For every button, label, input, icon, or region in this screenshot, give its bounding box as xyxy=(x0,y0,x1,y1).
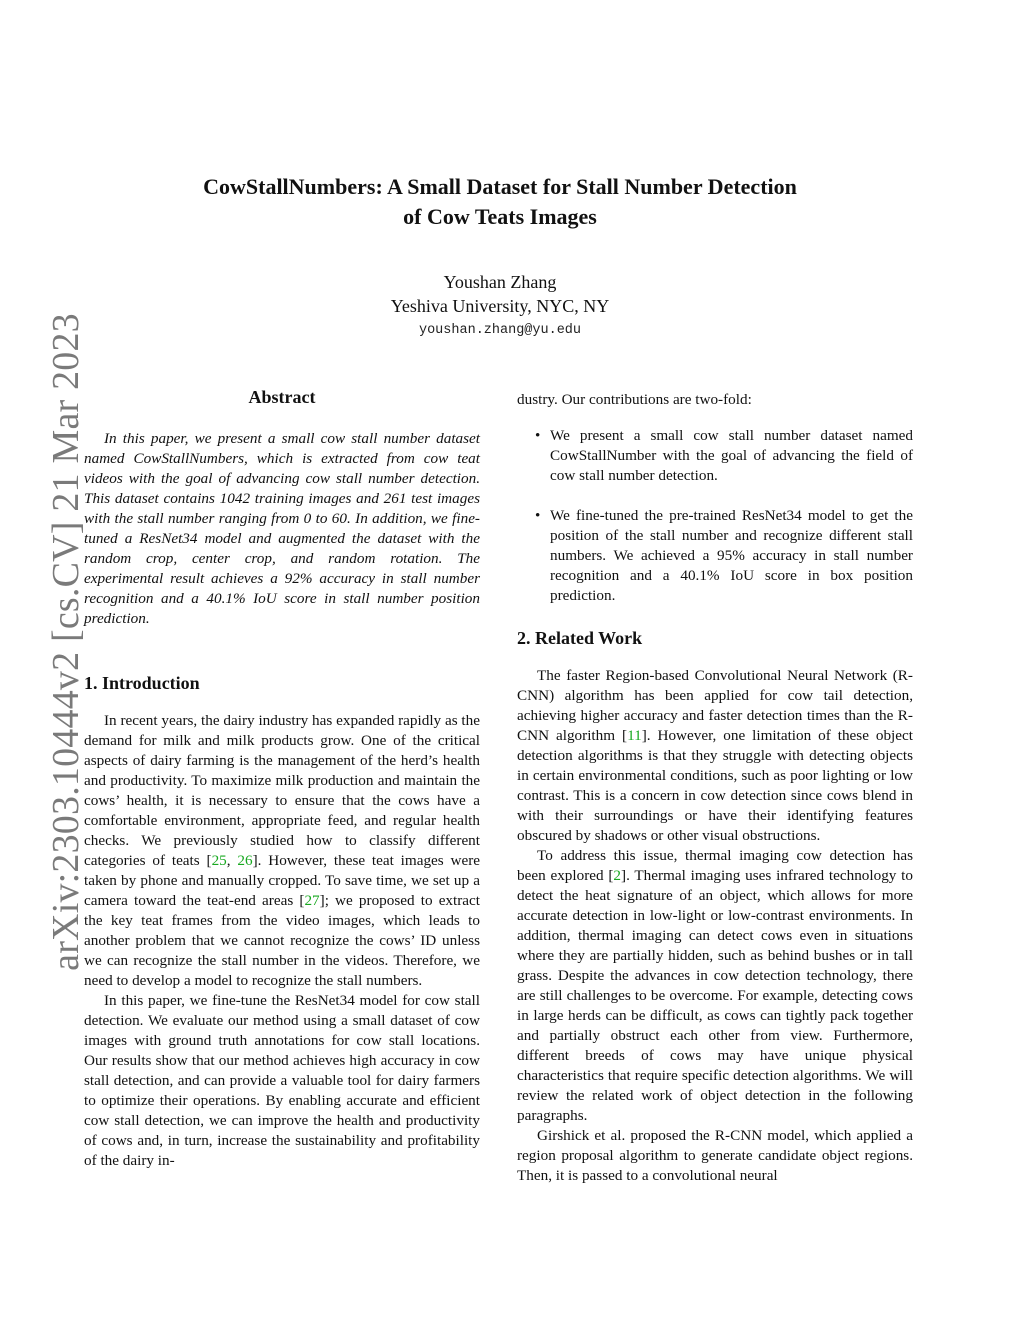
paper-title xyxy=(150,172,850,232)
citation-27[interactable]: 27 xyxy=(304,892,320,909)
citation-11[interactable]: 11 xyxy=(627,727,642,744)
intro-p1-text-c: ]; we proposed to extract the key teat frames from the video images, which leads to another problem that we cannot recognize the cows’ ID unless we can recognize the stall number in the videos. Therefore, we need to develop a model to recognize the stall numbers. xyxy=(84,892,481,989)
contributions-list xyxy=(517,426,913,606)
contribution-text: We present a small cow stall number dataset named CowStallNumber with the goal of advancing the field of cow stall number detection. xyxy=(550,427,913,484)
contribution-item xyxy=(517,506,913,606)
contribution-text: We fine-tuned the pre-trained ResNet34 model to get the position of the stall number and recognize different stall numbers. We achieved a 95% accuracy in stall number recognition and a 40.1% IoU score in box position prediction. xyxy=(550,507,913,604)
bullet-icon: • xyxy=(535,427,541,444)
intro-continuation: dustry. Our contributions are two-fold: xyxy=(517,391,752,408)
author-block xyxy=(250,270,750,344)
intro-p1-text-a: In recent years, the dairy industry has expanded rapidly as the demand for milk and milk products grow. One of the critical aspects of dairy farming is the management of the herd’s health and productivity. To maximize milk production and maintain the cows’ health, it is necessary to ensure that the cows have a comfortable environment, appropriate feed, and regular health checks. We previously studied how to classify different categories of teats [ xyxy=(84,712,480,869)
intro-paragraph-1 xyxy=(84,711,480,991)
related-paragraph-1 xyxy=(517,666,913,846)
arxiv-identifier-stamp: arXiv:2303.10444v2 [cs.CV] 21 Mar 2023 xyxy=(45,313,87,971)
abstract-text: In this paper, we present a small cow stall number dataset named CowStallNumbers, which is extracted from cow teat videos with the goal of advancing cow stall number detection. This dataset contains 1042 training images and 261 test images with the stall number ranging from 0 to 60. In addition, we fine-tuned a ResNet34 model and augmented the dataset with the random crop, center crop, and random rotation. The experimental result achieves a 92% accuracy in stall number recognition and a 40.1% IoU score in stall number position prediction. xyxy=(84,430,480,627)
author-name: Youshan Zhang xyxy=(443,272,557,292)
abstract-heading: Abstract xyxy=(248,387,316,407)
bullet-icon: • xyxy=(535,507,541,524)
introduction-heading: 1. Introduction xyxy=(84,673,200,693)
related-work-heading: 2. Related Work xyxy=(517,628,643,648)
intro-p1-text-b: ]. However, these teat images were taken by phone and manually cropped. To save time, we set up a camera toward the teat-end areas [ xyxy=(84,852,481,909)
left-column xyxy=(84,385,480,1171)
citation-26[interactable]: 26 xyxy=(237,852,253,869)
title-line-1: CowStallNumbers: A Small Dataset for Stall Number Detection xyxy=(203,174,797,199)
contribution-item xyxy=(517,426,913,486)
related-paragraph-3: Girshick et al. proposed the R-CNN model, which applied a region proposal algorithm to generate candidate object regions. Then, it is passed to a convolutional neural xyxy=(517,1127,913,1184)
related-paragraph-2 xyxy=(517,846,913,1126)
citation-separator: , xyxy=(226,852,238,869)
author-email[interactable]: youshan.zhang@yu.edu xyxy=(418,323,582,338)
related-p2-text-b: ]. Thermal imaging uses infrared technology to detect the heat signature of an object, which allows for more accurate detection in low-light or low-contrast environments. In addition, thermal imaging can detect cows even in situations where they are partially hidden, such as behind bushes or in tall grass. Despite the advances in cow detection technology, there are still challenges to be overcome. For example, detecting cows in large herds can be difficult, as cows can tightly pack together and partially obstruct each other from view. Furthermore, different breeds of cows may have unique physical characteristics that require specific detection algorithms. We will review the related work of object detection in the following paragraphs. xyxy=(517,867,913,1124)
citation-2[interactable]: 2 xyxy=(613,867,622,884)
related-p1-text-a: The faster Region-based Convolutional Neural Network (R-CNN) algorithm has been applied for cow tail detection, achieving higher accuracy and faster detection times than the R-CNN algorithm [ xyxy=(517,667,913,744)
intro-paragraph-2: In this paper, we fine-tune the ResNet34 model for cow stall detection. We evaluate our method using a small dataset of cow images with ground truth annotations for cow stall locations. Our results show that our method achieves high accuracy in cow stall detection, and can provide a valuable tool for dairy farmers to optimize their operations. By enabling accurate and efficient cow stall detection, we can improve the health and productivity of cows and, in turn, increase the sustainability and profitability of the dairy in- xyxy=(84,992,480,1169)
citation-25[interactable]: 25 xyxy=(211,852,227,869)
title-line-2: of Cow Teats Images xyxy=(403,204,597,229)
related-p1-text-b: ]. However, one limitation of these object detection algorithms is that they struggle with detecting objects in certain environmental conditions, such as poor lighting or low contrast. This is a concern in cow detection since cows blend in with their surroundings or have their identifying features obscured by shadows or other visual obstructions. xyxy=(517,727,913,844)
related-p2-text-a: To address this issue, thermal imaging cow detection has been explored [ xyxy=(517,847,913,884)
author-affiliation: Yeshiva University, NYC, NY xyxy=(390,296,610,316)
right-column xyxy=(517,390,913,1186)
